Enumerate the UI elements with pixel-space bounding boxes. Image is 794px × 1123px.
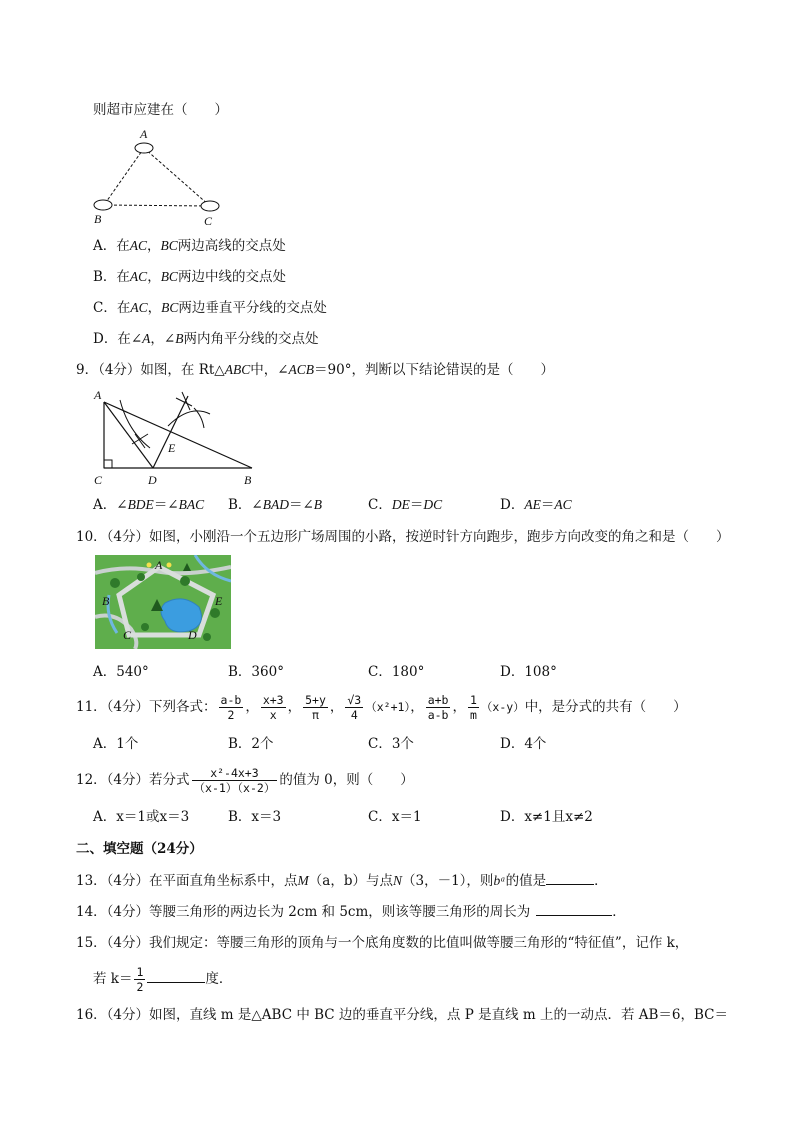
q10-option-c[interactable]: C．180° bbox=[368, 664, 425, 680]
q9-label-b: B bbox=[244, 473, 252, 487]
q8-label-b: B bbox=[94, 212, 102, 226]
q12-option-c[interactable]: C．x＝1 bbox=[368, 809, 422, 825]
q8-triangle-figure bbox=[88, 126, 228, 230]
q8-label-c: C bbox=[204, 214, 213, 228]
q16-stem: 16．（4分）如图，直线 m 是△ABC 中 BC 边的垂直平分线，点 P 是直线 m 上的一动点．若 AB＝6，BC＝ bbox=[76, 1007, 729, 1023]
q14-stem: 14．（4分）等腰三角形的两边长为 2cm 和 5cm，则该等腰三角形的周长为 ． bbox=[76, 901, 626, 922]
q10-label-e: E bbox=[215, 594, 223, 608]
q11-option-d[interactable]: D．4个 bbox=[500, 736, 547, 752]
q14-answer-blank[interactable] bbox=[536, 901, 612, 916]
q12-option-b[interactable]: B．x＝3 bbox=[228, 809, 282, 825]
q15-answer-blank[interactable] bbox=[147, 968, 205, 983]
q15-stem-line1: 15．（4分）我们规定：等腰三角形的顶角与一个底角度数的比值叫做等腰三角形的“特征值”，记作 k， bbox=[76, 935, 689, 951]
q9-label-c: C bbox=[94, 473, 103, 487]
q8-option-d[interactable]: D．在∠A，∠B两内角平分线的交点处 bbox=[93, 331, 319, 347]
q13-stem: 13．（4分）在平面直角坐标系中，点M（a，b）与点N（3，－1），则bᵃ的值是 ． bbox=[76, 870, 608, 891]
q9-right-triangle-figure bbox=[90, 386, 265, 488]
section-heading-fill-in: 二、填空题（24分） bbox=[76, 841, 203, 857]
q9-stem: 9．（4分）如图，在 Rt△ABC中，∠ACB＝90°，判断以下结论错误的是（ ） bbox=[76, 362, 554, 378]
q12-option-d[interactable]: D．x≠1且x≠2 bbox=[500, 809, 593, 825]
q15-stem-line2: 若 k＝ $\frac{1}{2}$ 度． bbox=[93, 965, 233, 994]
q11-option-c[interactable]: C．3个 bbox=[368, 736, 414, 752]
q11-fraction-6: $\frac{1}{m}$ bbox=[469, 693, 477, 722]
q10-label-a: A bbox=[155, 558, 163, 572]
q11-option-b[interactable]: B．2个 bbox=[228, 736, 274, 752]
q12-option-a[interactable]: A．x＝1或x＝3 bbox=[93, 809, 190, 825]
q11-fraction-2: $\frac{x+3}{x}$ bbox=[262, 693, 284, 722]
q10-stem: 10．（4分）如图，小刚沿一个五边形广场周围的小路，按逆时针方向跑步，跑步方向改变的角之和是（ ） bbox=[76, 529, 730, 545]
q12-stem: 12．（4分）若分式 $\frac{\text{x²-4x+3}}{(x-1)(x-2)}$ 的值为 0，则（ ） bbox=[76, 766, 414, 795]
q9-label-a: A bbox=[94, 388, 102, 402]
q11-option-a[interactable]: A．1个 bbox=[93, 736, 139, 752]
q9-label-e: E bbox=[168, 441, 176, 455]
q11-fraction-4: $\frac{√3}{4}$ bbox=[347, 693, 362, 722]
q11-fraction-3: $\frac{5+y}{\pi}$ bbox=[305, 693, 326, 722]
q10-option-d[interactable]: D．108° bbox=[500, 664, 557, 680]
q12-fraction: $\frac{\text{x²-4x+3}}{(x-1)(x-2)}$ bbox=[193, 766, 276, 795]
q8-option-b[interactable]: B．在AC，BC两边中线的交点处 bbox=[93, 269, 286, 285]
q9-option-c[interactable]: C．DE＝DC bbox=[368, 497, 443, 513]
q15-fraction: $\frac{1}{2}$ bbox=[136, 965, 144, 994]
q11-stem: 11．（4分）下列各式： $\frac{a-b}{2}$ ， $\frac{x+3}{x}$ ， $\frac{5+y}{\pi}$ ， $\frac{√3}{4}$ （x²+1）， $\frac{a+b}{a-b}$ ， $\frac{1}{m}$ （x-y）中，是分式的共有（ ） bbox=[76, 693, 687, 722]
q8-stem-tail: 则超市应建在（ ） bbox=[93, 102, 228, 118]
q10-option-a[interactable]: A．540° bbox=[93, 664, 149, 680]
q8-label-a: A bbox=[140, 127, 148, 141]
q8-option-c[interactable]: C．在AC，BC两边垂直平分线的交点处 bbox=[93, 300, 327, 316]
q11-fraction-5: $\frac{a+b}{a-b}$ bbox=[427, 693, 449, 722]
q9-option-a[interactable]: A．∠BDE＝∠BAC bbox=[93, 497, 205, 513]
q9-option-b[interactable]: B．∠BAD＝∠B bbox=[228, 497, 323, 513]
q10-option-b[interactable]: B．360° bbox=[228, 664, 284, 680]
q9-option-d[interactable]: D．AE＝AC bbox=[500, 497, 572, 513]
q9-label-d: D bbox=[148, 473, 157, 487]
q10-label-c: C bbox=[123, 628, 132, 642]
q10-label-d: D bbox=[188, 628, 197, 642]
q13-answer-blank[interactable] bbox=[546, 870, 594, 885]
q10-park-map-figure bbox=[95, 555, 231, 649]
q8-option-a[interactable]: A．在AC，BC两边高线的交点处 bbox=[93, 238, 286, 254]
q10-label-b: B bbox=[102, 594, 110, 608]
q11-fraction-1: $\frac{a-b}{2}$ bbox=[220, 693, 242, 722]
